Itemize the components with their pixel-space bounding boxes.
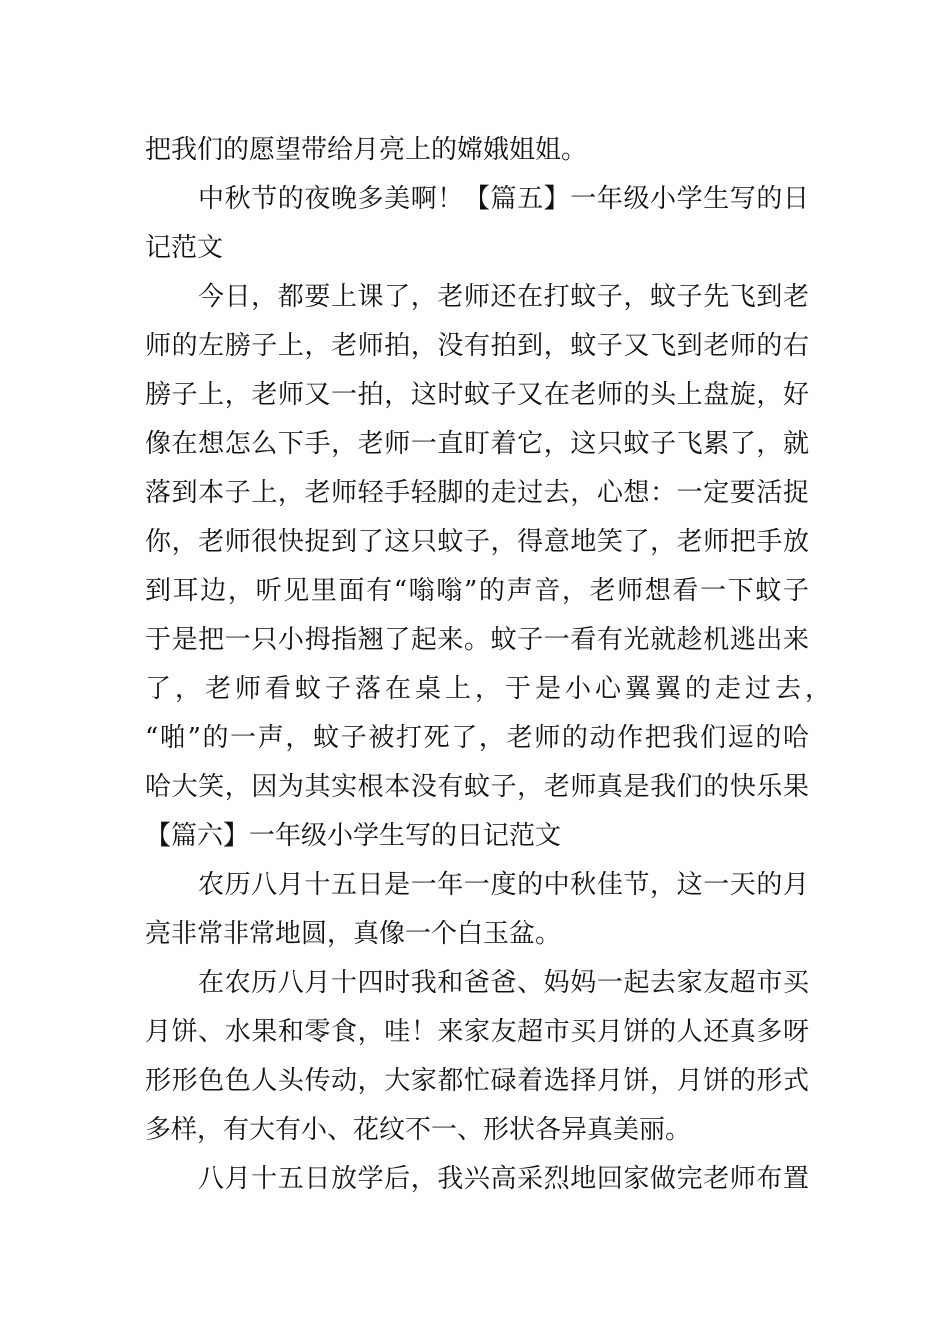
text-line: 农历八月十五日是一年一度的中秋佳节，这一天的月 [198, 870, 809, 900]
text-line: 哈大笑，因为其实根本没有蚊子，老师真是我们的快乐果 [145, 772, 809, 802]
text-line: 今日，都要上课了，老师还在打蚊子，蚊子先飞到老 [198, 282, 809, 312]
text-line: 中秋节的夜晚多美啊！【篇五】一年级小学生写的日 [198, 184, 809, 214]
text-line: 把我们的愿望带给月亮上的嫦娥姐姐。 [145, 135, 588, 165]
text-line: 膀子上，老师又一拍，这时蚊子又在老师的头上盘旋，好 [145, 380, 809, 410]
text-line: 于是把一只小拇指翘了起来。蚊子一看有光就趁机逃出来 [145, 625, 809, 655]
text-line: 亮非常非常地圆，真像一个白玉盆。 [145, 919, 562, 949]
text-line: 像在想怎么下手，老师一直盯着它，这只蚊子飞累了，就 [145, 429, 809, 459]
text-line: 月饼、水果和零食，哇！来家友超市买月饼的人还真多呀 [145, 1017, 809, 1047]
text-line: 多样，有大有小、花纹不一、形状各异真美丽。 [145, 1115, 692, 1145]
text-line: 你，老师很快捉到了这只蚊子，得意地笑了，老师把手放 [145, 527, 809, 557]
text-line: 记范文 [145, 233, 224, 263]
text-line: 在农历八月十四时我和爸爸、妈妈一起去家友超市买 [198, 968, 809, 998]
text-line: 师的左膀子上，老师拍，没有拍到，蚊子又飞到老师的右 [145, 331, 809, 361]
text-line: 了，老师看蚊子落在桌上，于是小心翼翼的走过去， [145, 674, 836, 704]
section-heading: 【篇六】一年级小学生写的日记范文 [145, 821, 562, 851]
text-line: 落到本子上，老师轻手轻脚的走过去，心想：一定要活捉 [145, 478, 809, 508]
text-line: “啪”的一声，蚊子被打死了，老师的动作把我们逗的哈 [145, 723, 809, 753]
text-line: 到耳边，听见里面有“嗡嗡”的声音，老师想看一下蚊子 [145, 576, 809, 606]
text-line: 形形色色人头传动，大家都忙碌着选择月饼，月饼的形式 [145, 1066, 809, 1096]
text-line: 八月十五日放学后，我兴高采烈地回家做完老师布置 [198, 1164, 809, 1194]
